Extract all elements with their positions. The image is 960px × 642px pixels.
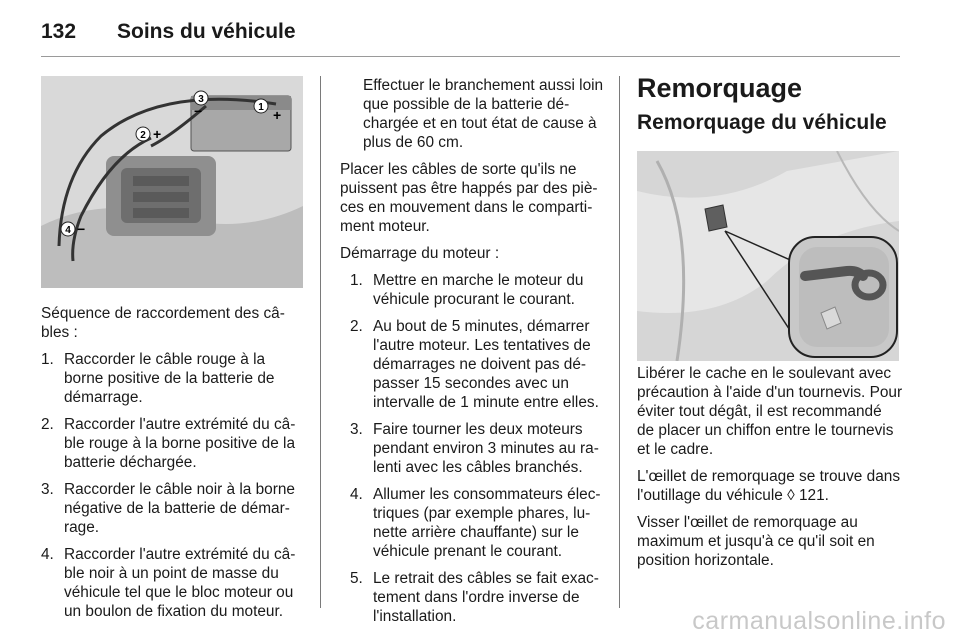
page-header bbox=[41, 17, 296, 47]
intro-text: Séquence de raccordement des câbles : bbox=[41, 305, 285, 341]
start-steps bbox=[340, 271, 604, 626]
header-rule bbox=[41, 56, 900, 57]
column-2 bbox=[340, 76, 604, 634]
list-item: 1. Mettre en marche le moteur du véhicule procurant le courant. bbox=[350, 272, 584, 308]
towing-subheading: Remorquage du véhicule bbox=[637, 111, 887, 134]
label-3: 3 bbox=[198, 94, 204, 105]
column-3 bbox=[637, 72, 903, 578]
page-number: 132 bbox=[41, 20, 77, 43]
svg-text:+: + bbox=[153, 126, 162, 142]
cover-text: Libérer le cache en le soulevant avec précaution à l'aide d'un tournevis. Pour éviter tout dégât, il est recommandé de placer un chiffon entre le tournevis et le cadre. bbox=[637, 365, 903, 458]
continued-text: Effectuer le branchement aussi loin que possible de la batterie déchargée et en tout état de cause à plus de 60 cm. bbox=[363, 77, 604, 151]
list-item: 2. Raccorder l'autre extrémité du câble rouge à la borne positive de la batterie déchargée. bbox=[41, 416, 296, 471]
towing-eye-mount-text: Visser l'œillet de remorquage au maximum et jusqu'à ce qu'il soit en position horizontale. bbox=[637, 514, 875, 569]
column-divider bbox=[320, 76, 321, 608]
list-item: 3. Raccorder le câble noir à la borne négative de la batterie de démarrage. bbox=[41, 481, 295, 536]
cable-placement-text: Placer les câbles de sorte qu'ils ne puissent pas être happés par des pièces en mouvement dans le compartiment moteur. bbox=[340, 161, 598, 235]
svg-text:−: − bbox=[77, 221, 86, 237]
list-item: 3. Faire tourner les deux moteurs pendant environ 3 minutes au ralenti avec les câbles branchés. bbox=[350, 421, 599, 476]
watermark: carmanualsonline.info bbox=[692, 607, 946, 635]
column-1 bbox=[41, 304, 303, 629]
svg-text:+: + bbox=[273, 107, 282, 123]
list-item: 4. Raccorder l'autre extrémité du câble noir à un point de masse du véhicule tel que le bloc moteur ou un boulon de fixation du moteur. bbox=[41, 546, 296, 620]
section-title: Soins du véhicule bbox=[117, 20, 296, 43]
towing-heading: Remorquage bbox=[637, 73, 803, 103]
label-2: 2 bbox=[140, 130, 146, 141]
jump-start-illustration bbox=[41, 76, 303, 288]
towing-eye-location-text: L'œillet de remorquage se trouve dans l'outillage du véhicule ◊ 121. bbox=[637, 468, 901, 504]
list-item: 5. Le retrait des câbles se fait exactement dans l'ordre inverse de l'installation. bbox=[350, 570, 599, 625]
label-1: 1 bbox=[258, 102, 264, 113]
connection-steps bbox=[41, 350, 303, 621]
list-item: 1. Raccorder le câble rouge à la borne positive de la batterie de démarrage. bbox=[41, 351, 275, 406]
engine-start-heading: Démarrage du moteur : bbox=[340, 245, 500, 262]
column-divider bbox=[619, 76, 620, 608]
list-item: 4. Allumer les consommateurs électriques (par exemple phares, lunette arrière chauffante) sur le véhicule prenant le courant. bbox=[350, 486, 601, 560]
svg-text:−: − bbox=[194, 103, 203, 119]
label-4: 4 bbox=[65, 225, 71, 236]
list-item: 2. Au bout de 5 minutes, démarrer l'autre moteur. Les tentatives de démarrages ne doivent pas dépasser 15 secondes avec un intervalle de 1 minute entre elles. bbox=[350, 318, 599, 411]
